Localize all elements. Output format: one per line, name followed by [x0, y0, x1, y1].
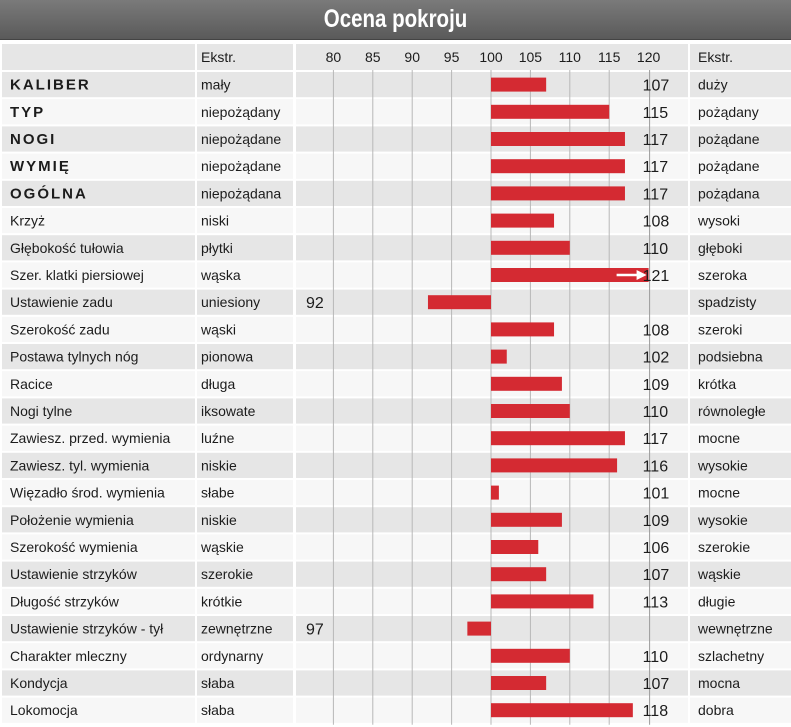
extreme-left-label: słabe: [201, 484, 235, 501]
bar: [491, 567, 546, 581]
bar: [467, 622, 491, 636]
trait-label: Ustawienie zadu: [10, 294, 113, 311]
header-extr-right: Ekstr.: [698, 49, 734, 65]
trait-label: Długość strzyków: [10, 593, 119, 610]
x-tick-label: 85: [365, 49, 381, 65]
extreme-left-label: długa: [201, 375, 236, 392]
extreme-right-label: pożądane: [698, 158, 760, 175]
value-label: 108: [642, 213, 670, 231]
extreme-left-label: zewnętrzne: [201, 620, 273, 637]
extreme-right-label: szerokie: [698, 539, 751, 555]
value-label: 115: [642, 104, 669, 122]
trait-label: TYP: [10, 103, 46, 121]
extreme-right-label: wysoki: [698, 212, 741, 229]
bar: [491, 105, 609, 119]
x-tick-label: 110: [558, 49, 581, 65]
extreme-left-label: wąskie: [201, 539, 244, 555]
bar: [491, 241, 570, 255]
extreme-right-label: szeroki: [698, 321, 743, 338]
value-label: 117: [642, 159, 669, 177]
value-label: 110: [642, 648, 669, 666]
extreme-right-label: mocne: [698, 484, 741, 501]
trait-label: Racice: [10, 375, 53, 392]
extreme-right-label: długie: [698, 593, 736, 610]
extreme-left-label: niepożądane: [201, 131, 282, 147]
chart-title: Ocena pokroju: [323, 5, 468, 33]
trait-label: OGÓLNA: [10, 185, 88, 203]
trait-label: Ustawienie strzyków: [10, 566, 137, 583]
bar: [491, 350, 507, 364]
extreme-left-label: uniesiony: [201, 294, 261, 311]
x-tick-label: 90: [404, 49, 420, 65]
x-tick-label: 80: [325, 49, 342, 65]
bar: [491, 186, 625, 200]
bar: [491, 703, 633, 717]
bar: [491, 540, 538, 554]
value-label: 108: [642, 322, 670, 340]
bar: [491, 513, 562, 527]
extreme-right-label: szeroka: [698, 267, 748, 283]
extreme-right-label: pożądany: [698, 103, 759, 120]
extreme-left-label: wąski: [201, 321, 237, 338]
extreme-right-label: krótka: [698, 375, 737, 392]
value-label: 118: [642, 703, 669, 721]
extreme-right-label: mocna: [698, 675, 741, 691]
extreme-left-label: luźne: [201, 430, 235, 447]
extreme-right-label: dobra: [698, 702, 734, 719]
trait-label: Szer. klatki piersiowej: [10, 267, 144, 283]
x-tick-label: 105: [518, 49, 543, 65]
bar: [491, 594, 593, 608]
bar: [491, 214, 554, 228]
trait-label: Szerokość wymienia: [10, 539, 138, 555]
bar: [491, 431, 625, 445]
extreme-right-label: duży: [698, 76, 728, 93]
value-label: 109: [642, 512, 670, 530]
x-tick-label: 95: [443, 49, 460, 65]
value-label: 92: [306, 295, 324, 313]
value-label: 107: [642, 676, 670, 693]
bar: [491, 377, 562, 391]
value-label: 121: [642, 268, 670, 285]
extreme-left-label: niskie: [201, 511, 237, 528]
extreme-left-label: słaba: [201, 702, 235, 719]
x-tick-label: 120: [636, 49, 661, 65]
extreme-left-label: iksowate: [201, 403, 256, 419]
row-bar-cell: [296, 290, 688, 315]
extreme-left-label: niepożądany: [201, 103, 281, 120]
header-cell: [2, 44, 195, 70]
value-label: 109: [642, 376, 670, 394]
extreme-left-label: niskie: [201, 457, 237, 474]
bar: [428, 295, 491, 309]
trait-label: WYMIĘ: [10, 158, 71, 176]
extreme-left-label: mały: [201, 76, 231, 93]
value-label: 110: [642, 404, 669, 421]
extreme-left-label: wąska: [201, 267, 241, 283]
trait-label: KALIBER: [10, 76, 91, 94]
trait-label: Lokomocja: [10, 702, 78, 719]
extreme-right-label: pożądana: [698, 185, 760, 202]
trait-label: Zawiesz. tyl. wymienia: [10, 457, 150, 474]
x-tick-label: 115: [598, 49, 621, 65]
extreme-right-label: podsiebna: [698, 348, 763, 365]
bar: [491, 132, 625, 146]
extreme-left-label: szerokie: [201, 566, 254, 583]
extreme-left-label: płytki: [201, 239, 233, 256]
value-label: 116: [642, 458, 669, 476]
trait-label: Krzyż: [10, 212, 45, 229]
value-label: 107: [642, 567, 670, 585]
trait-label: Ustawienie strzyków - tył: [10, 620, 164, 637]
extreme-right-label: pożądane: [698, 131, 760, 147]
bar: [491, 676, 546, 690]
extreme-right-label: wysokie: [698, 457, 748, 474]
header-extr-left: Ekstr.: [201, 49, 237, 65]
value-label: 97: [306, 621, 324, 639]
extreme-right-label: wysokie: [698, 511, 748, 528]
bar: [491, 404, 570, 418]
value-label: 117: [642, 186, 669, 204]
trait-label: Nogi tylne: [10, 403, 73, 419]
bar: [491, 78, 546, 92]
value-label: 106: [642, 540, 670, 557]
extreme-right-label: mocne: [698, 430, 741, 447]
extreme-left-label: niepożądana: [201, 185, 282, 202]
extreme-left-label: niepożądane: [201, 158, 282, 175]
extreme-right-label: równoległe: [698, 403, 766, 419]
extreme-left-label: niski: [201, 212, 230, 229]
value-label: 102: [642, 349, 670, 367]
trait-label: Charakter mleczny: [10, 647, 127, 664]
extreme-right-label: głęboki: [698, 239, 743, 256]
value-label: 113: [642, 594, 669, 612]
trait-label: Głębokość tułowia: [10, 239, 124, 256]
bar: [491, 649, 570, 663]
trait-label: NOGI: [10, 131, 57, 148]
extreme-right-label: szlachetny: [698, 647, 765, 664]
row-bar-cell: [296, 616, 688, 641]
trait-label: Szerokość zadu: [10, 321, 110, 338]
bar: [491, 159, 625, 173]
bar: [491, 322, 554, 336]
extreme-left-label: krótkie: [201, 593, 243, 610]
trait-label: Więzadło środ. wymienia: [10, 484, 165, 501]
trait-label: Postawa tylnych nóg: [10, 348, 139, 365]
trait-label: Położenie wymienia: [10, 511, 134, 528]
extreme-left-label: ordynarny: [201, 647, 264, 664]
extreme-left-label: pionowa: [201, 348, 254, 365]
bar: [491, 486, 499, 500]
value-label: 107: [642, 77, 670, 95]
value-label: 117: [642, 132, 669, 149]
extreme-right-label: spadzisty: [698, 294, 757, 311]
extreme-right-label: wąskie: [698, 566, 741, 583]
extreme-left-label: słaba: [201, 675, 235, 691]
value-label: 117: [642, 431, 669, 449]
trait-label: Kondycja: [10, 675, 68, 691]
bar: [491, 458, 617, 472]
extreme-right-label: wewnętrzne: [698, 620, 773, 637]
x-tick-label: 100: [479, 49, 503, 65]
trait-label: Zawiesz. przed. wymienia: [10, 430, 171, 447]
value-label: 110: [642, 240, 669, 258]
value-label: 101: [642, 485, 670, 503]
